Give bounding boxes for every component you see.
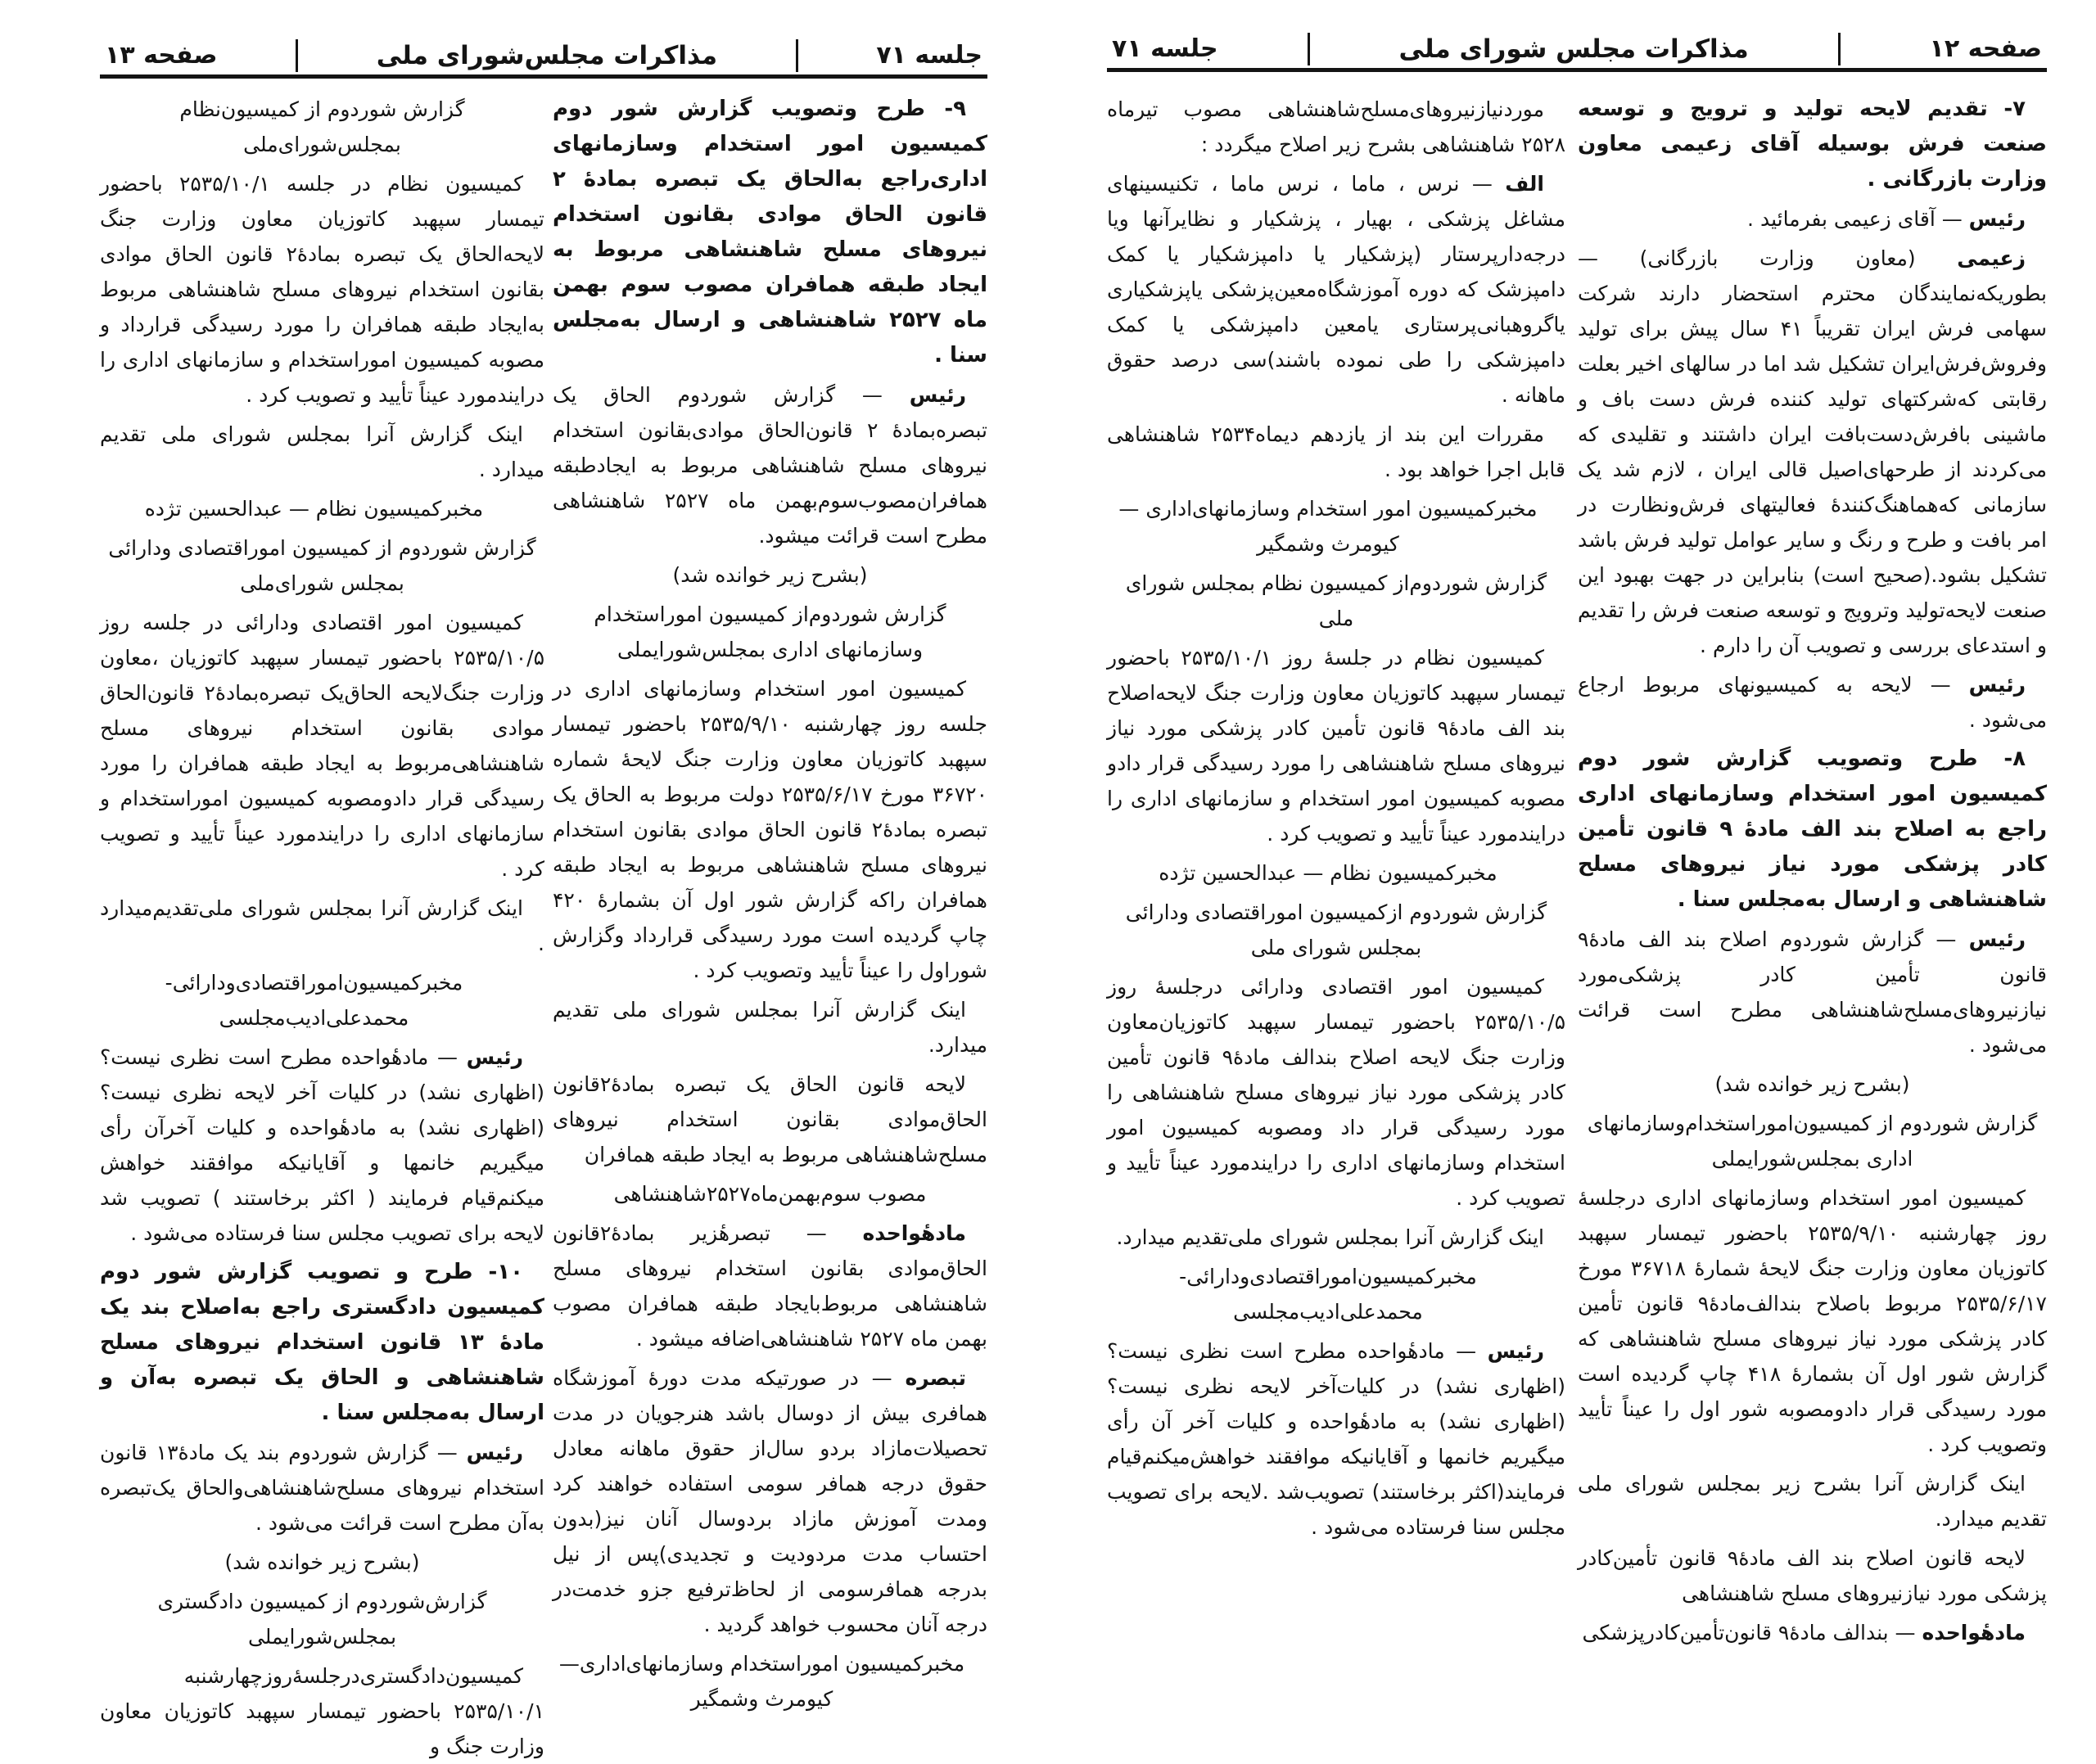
column-right [1578,92,2048,1644]
bill-date: مصوب سوم‌بهمن‌ماه۲۵۲۷شاهنشاهی [613,1182,927,1206]
article-paragraph [1578,1615,2047,1650]
rapporteur-signature: مخبرکمیسیون نظام — عبدالحسین تژده [1159,861,1497,885]
report-paragraph: کمیسیون امور استخدام وسازمانهای اداری درجلسهٔ روز چهارشنبه ۲۵۳۵/۹/۱۰ باحضور تیمسار سپهبد کاتوزیان معاون وزارت جنگ لایحهٔ شمارهٔ ۳۶۷۱۸ مورخ ۲۵۳۵/۶/۱۷ مربوط باصلاح بندالف‌مادهٔ۹ قانون تأمین کادر پزشکی مورد نیاز نیروهای مسلح شاهنشاهی که گزارش شور اول آن بشمارهٔ ۴۱۸ چاپ گردیده است مورد رسیدگی قرار داد‌ومصوبه شور اول را عیناً تأیید وتصویب کرد . [1578,1186,2048,1456]
bill-title: لایحه قانون اصلاح بند الف مادهٔ۹ قانون تأمین‌کادر پزشکی مورد نیازنیروهای مسلح شاهنشاهی [1578,1546,2047,1605]
reading-note: (بشرح زیر خوانده شد) [672,563,868,587]
agenda-item-heading: ۷- تقدیم لایحه تولید و ترویج و توسعه صنعت فرش بوسیله آقای زعیمی معاون وزارت بازرگانی . [1578,97,2047,192]
report-title: گزارش‌شوردوم از کمیسیون دادگستری بمجلس‌شورایملی [157,1590,487,1649]
note-text: — در صورتیکه مدت دورهٔ آموزشگاه همافری بیش از دوسال باشد هنرجویان در مدت تحصیلات‌مازاد بردو سال‌از حقوق ماهانه معادل حقوق درجه همافر سومی استفاده خواهند کرد ومدت آموزش مازاد بردوسال آنان نیز(بدون احتساب مدت مردودیت و تجدیدی)پس از نیل بدرجه همافرسومی از لحاظ‌ترفیع جزو خدمت‌در درجه آنان محسوب خواهد گردید . [553,1366,987,1636]
note-paragraph [553,1360,987,1642]
speaker-name: رئیس [466,1045,523,1069]
speech-text: (معاون وزارت بازرگانی) — بطوریکه‌نمایندگان محترم استحضار دارند شرکت سهامی فرش ایران تقریباً ۴۱ سال پیش برای تولید وفروش‌فرش‌ایران تشکیل شد اما در سالهای اخیر بعلت رقابتی که‌شرکتهای تولید کننده فرش دست باف و ماشینی بافرش‌دست‌بافت ایران داشتند و تقلیدی که می‌کردند از طرحهای‌اصیل قالی ایران ، لازم شد یک سازمانی که‌هماهنگ‌کنندهٔ فعالیتهای فرش‌ونظارت در امر بافت و طرح و رنگ و سایر عوامل تولید فرش باشد تشکیل بشود.(صحیح است) بنابراین در جهت بهبود این صنعت لایحه‌تولید وترویج و توسعه صنعت فرش را تقدیم و استدعای بررسی و تصویب آن را دارم . [1578,246,2047,657]
rapporteur-signature: مخبرکمیسیون اموراستخدام وسازمانهای‌اداری— کیومرث وشمگیر [558,1652,965,1711]
submission-line: اینک گزارش آنرا بمجلس شورای ملی تقدیم میدارد. [553,998,987,1057]
speech-paragraph [100,1435,544,1541]
header-divider [1308,33,1310,65]
note-label: تبصره [905,1366,966,1390]
speech-text: — مادهٔواحده مطرح است نظری نیست؟ (اظهاری نشد) در کلیات‌آخر لایحه نظری نیست؟ (اظهاری نشد) به مادهٔواحده و کلیات آخر آن رأی میگیریم خانمها و آقایانیکه موافقند خواهش‌میکنم‌قیام فرمایند(اکثر برخاستند) تصویب‌شد .لایحه برای تصویب مجلس سنا فرستاده می‌شود . [1107,1339,1565,1539]
agenda-item-heading: ۱۰- طرح و تصویب گزارش شور دوم کمیسیون دادگستری راجع به‌اصلاح بند یک مادهٔ ۱۳ قانون استخدام نیروهای مسلح شاهنشاهی و الحاق یک تبصره به‌آن و ارسال به‌مجلس سنا . [100,1260,544,1425]
speech-paragraph [553,377,987,553]
column-left [1107,92,1565,1539]
bill-title: لایحه قانون الحاق یک تبصره بمادهٔ۲قانون الحاق‌موادی بقانون استخدام نیروهای مسلح‌شاهنشاهی مربوط به ایجاد طبقه همافران [553,1072,987,1166]
page-header [100,36,987,79]
report-title: گزارش شوردوم ازکمیسیون اموراقتصادی ودارائی بمجلس شورای ملی [1125,900,1547,959]
speech-text: — گزارش شوردوم اصلاح بند الف مادهٔ۹ قانون تأمین کادر پزشکی‌مورد نیازنیروهای‌مسلح‌شاهنشاهی مطرح است قرائت می‌شود . [1578,927,2047,1057]
report-paragraph: کمیسیون نظام در جلسه ۲۵۳۵/۱۰/۱ باحضور تیمسار سپهبد کاتوزیان معاون وزارت جنگ لایحه‌الحاق یک تبصره بمادهٔ۲ قانون الحاق موادی بقانون استخدام نیروهای مسلح شاهنشاهی مربوط به‌ایجاد طبقه همافران را مورد رسیدگی قرارداد و مصوبه کمیسیون اموراستخدام و سازمانهای اداری را درایندمورد عیناً تأیید و تصویب کرد . [100,172,545,407]
report-title: گزارش شوردوم از کمیسیون‌نظام بمجلس‌شورای‌ملی [179,97,465,156]
speech-paragraph [1578,201,2047,237]
page-number: صفحه ۱۲ [1929,34,2042,63]
session-number: جلسه ۷۱ [876,40,982,70]
speaker-name: رئیس [466,1441,523,1464]
submission-line: اینک گزارش آنرا بشرح زیر بمجلس شورای ملی تقدیم میدارد. [1578,1472,2047,1531]
speaker-name: رئیس [1968,927,2026,951]
speech-text: — آقای زعیمی بفرمائید . [1747,207,1963,231]
clause-label: الف [1505,172,1544,196]
running-title: مذاکرات مجلس‌شورای ملی [376,40,718,70]
article-label: مادهٔواحده [1922,1621,2026,1644]
speaker-name: زعیمی [1957,246,2026,270]
report-title: گزارش شوردوم از کمیسیون‌اموراستخدام‌وسازمانهای اداری بمجلس‌شورایملی [1587,1112,2038,1171]
rapporteur-signature: مخبرکمیسیون نظام — عبدالحسین تژده [144,497,484,521]
article-label: مادهٔواحده [862,1221,966,1245]
page-12 [1107,0,2047,1648]
rapporteur-signature: مخبرکمیسیون‌اموراقتصادی‌ودارائی-محمدعلی‌ادیب‌مجلسی [165,971,463,1030]
header-divider [1838,33,1841,65]
article-continuation: موردنیازنیروهای‌مسلح‌شاهنشاهی مصوب تیرماه ۲۵۲۸ شاهنشاهی بشرح زیر اصلاح میگردد : [1107,97,1565,156]
report-paragraph: کمیسیون نظام در جلسهٔ روز ۲۵۳۵/۱۰/۱ باحضور تیمسار سپهبد کاتوزیان معاون وزارت جنگ لایحه‌اصلاح بند الف مادهٔ۹ قانون تأمین کادر پزشکی مورد نیاز نیروهای مسلح شاهنشاهی را مورد رسیدگی قرار دادو مصوبه کمیسیون امور استخدام و سازمانهای اداری را درایندمورد عیناً تأیید و تصویب کرد . [1107,646,1565,846]
report-title: گزارش شوردوم‌از کمیسیون نظام بمجلس شورای ملی [1125,571,1547,630]
reading-note: (بشرح زیر خوانده شد) [224,1550,420,1574]
report-title: گزارش شوردوم از کمیسیون اموراقتصادی ودارائی بمجلس شورای‌ملی [108,536,536,595]
effective-date-line: مقررات این بند از یازدهم دیماه۲۵۳۴ شاهنشاهی قابل اجرا خواهد بود . [1107,422,1565,481]
speech-paragraph [1578,241,2047,663]
report-paragraph: کمیسیون امور اقتصادی ودارائی در جلسه روز ۲۵۳۵/۱۰/۵ باحضور تیمسار سپهبد کاتوزیان ،معاون وزارت جنگ‌لایحه الحاق‌یک تبصره‌بمادهٔ۲ قانون‌الحاق موادی بقانون استخدام نیروهای مسلح شاهنشاهی‌مربوط به ایجاد طبقه همافران را مورد رسیدگی قرار داد‌ومصوبه کمیسیون اموراستخدام و سازمانهای اداری را درایندمورد عیناً تأیید و تصویب کرد . [100,611,544,881]
column-left [100,92,545,1758]
speech-paragraph [100,1040,544,1251]
article-text: — بندالف مادهٔ۹ قانون‌تأمین‌کادرپزشکی [1582,1621,1916,1644]
speech-paragraph [1107,1333,1565,1545]
article-paragraph [553,1216,987,1356]
speaker-name: رئیس [1968,207,2026,231]
speech-text: — گزارش شوردوم الحاق یک تبصره‌بمادهٔ ۲ قانون‌الحاق موادی‌بقانون استخدام نیروهای مسلح شاهنشاهی مربوط به ایجادطبقه همافران‌مصوب‌سوم‌بهمن ماه ۲۵۲۷ شاهنشاهی مطرح است قرائت میشود. [553,383,988,548]
running-title: مذاکرات مجلس شورای ملی [1398,34,1749,64]
report-paragraph: کمیسیون‌دادگستری‌درجلسهٔ‌روزچهارشنبه ۲۵۳۵/۱۰/۱ باحضور تیمسار سپهبد کاتوزیان معاون وزارت جنگ و [100,1664,544,1758]
speech-text: — مادهٔواحده مطرح است نظری نیست؟ (اظهاری نشد) در کلیات آخر لایحه نظری نیست؟ (اظهاری نشد) به مادهٔواحده و کلیات آخرآن رأی میگیریم خانمها و آقایانیکه موافقند خواهش میکنم‌قیام فرمایند ( اکثر برخاستند ) تصویب شد لایحه برای تصویب مجلس سنا فرستاده می‌شود . [100,1045,544,1245]
session-number: جلسه ۷۱ [1112,34,1218,63]
reading-note: (بشرح زیر خوانده شد) [1714,1072,1910,1096]
report-title: گزارش شوردوم‌از کمیسیون اموراستخدام وسازمانهای اداری بمجلس‌شورایملی [594,602,946,661]
report-paragraph: کمیسیون امور اقتصادی ودارائی درجلسهٔ روز ۲۵۳۵/۱۰/۵ باحضور تیمسار سپهبد کاتوزیان‌معاون وزارت جنگ لایحه اصلاح بندالف مادهٔ۹ قانون تأمین کادر پزشکی مورد نیاز نیروهای مسلح شاهنشاهی را مورد رسیدگی قرار داد ومصوبه کمیسیون امور استخدام وسازمانهای اداری را درایندمورد عیناً تأیید و تصویب کرد . [1107,975,1565,1210]
submission-line: اینک گزارش آنرا بمجلس شورای ملی‌تقدیم میدارد. [1116,1225,1544,1249]
report-paragraph: کمیسیون امور استخدام وسازمانهای اداری در جلسه روز چهارشنبه ۲۵۳۵/۹/۱۰ باحضور تیمسار سپهبد کاتوزیان معاون وزارت جنگ لایحهٔ شماره ۳۶۷۲۰ مورخ ۲۵۳۵/۶/۱۷ دولت مربوط به الحاق یک تبصره بمادهٔ۲ قانون الحاق موادی بقانون استخدام نیروهای مسلح شاهنشاهی مربوط به ایجاد طبقه همافران راکه گزارش شور اول آن بشمارهٔ ۴۲۰ چاپ گردیده است مورد رسیدگی قرارداد وگزارش شوراول را عیناً تأیید وتصویب کرد . [553,677,988,982]
submission-line: اینک گزارش آنرا بمجلس شورای ملی تقدیم میدارد . [100,422,544,481]
column-right [553,92,988,1711]
speech-text: — گزارش شوردوم بند یک مادهٔ۱۳ قانون استخدام نیروهای مسلح‌شاهنشاهی‌والحاق یک‌تبصره به‌آن مطرح است قرائت می‌شود . [100,1441,544,1535]
agenda-item-heading: ۹- طرح وتصویب گزارش شور دوم کمیسیون امور استخدام وسازمانهای اداری‌راجع به‌الحاق یک تبصره بمادهٔ ۲ قانون الحاق موادی بقانون استخدام نیروهای مسلح شاهنشاهی مربوط به ایجاد طبقه همافران مصوب سوم بهمن ماه ۲۵۲۷ شاهنشاهی و ارسال به‌مجلس سنا . [553,97,987,368]
clause-paragraph [1107,166,1565,413]
page-number: صفحه ۱۳ [105,40,218,70]
speech-paragraph [1578,667,2047,738]
header-divider [296,39,298,72]
article-text: — تبصرهٔزیر بمادهٔ۲قانون الحاق‌موادی بقانون استخدام نیروهای مسلح شاهنشاهی مربوط‌بایجاد طبقه همافران مصوب بهمن ماه ۲۵۲۷ شاهنشاهی‌اضافه میشود . [553,1221,987,1351]
speech-paragraph [1578,922,2047,1062]
speaker-name: رئیس [1968,673,2026,697]
speech-text: — لایحه به کمیسیونهای مربوط ارجاع می‌شود . [1578,673,2047,732]
page-13 [100,0,988,1758]
rapporteur-signature: مخبرکمیسیون امور استخدام وسازمانهای‌اداری — کیومرث وشمگیر [1118,497,1538,556]
page-header [1107,29,2047,72]
rapporteur-signature: مخبرکمیسیون‌اموراقتصادی‌ودارائی-محمدعلی‌ادیب‌مجلسی [1179,1265,1477,1324]
header-divider [796,39,798,72]
speaker-name: رئیس [909,383,967,407]
speaker-name: رئیس [1487,1339,1544,1363]
clause-text: — نرس ، ماما ، نرس ماما ، تکنیسینهای مشاغل پزشکی ، بهیار ، پزشکیار و نظایرآنها ویا درجه‌دارپرستار (پزشکیار یا دامپزشکیار یا کمک دامپزشک که دوره آموزشگاه‌معین‌پزشکی یاپزشکیاری یاگروهبانی‌پرستاری یامعین دامپزشکی یا کمک دامپزشکی را طی نموده باشند)سی درصد حقوق ماهانه . [1107,172,1565,407]
agenda-item-heading: ۸- طرح وتصویب گزارش شور دوم کمیسیون امور استخدام وسازمانهای اداری راجع به اصلاح بند الف مادهٔ ۹ قانون تأمین کادر پزشکی مورد نیاز نیروهای مسلح شاهنشاهی و ارسال به‌مجلس سنا . [1578,747,2048,912]
submission-line: اینک گزارش آنرا بمجلس شورای ملی‌تقدیم‌میدارد . [100,896,544,955]
